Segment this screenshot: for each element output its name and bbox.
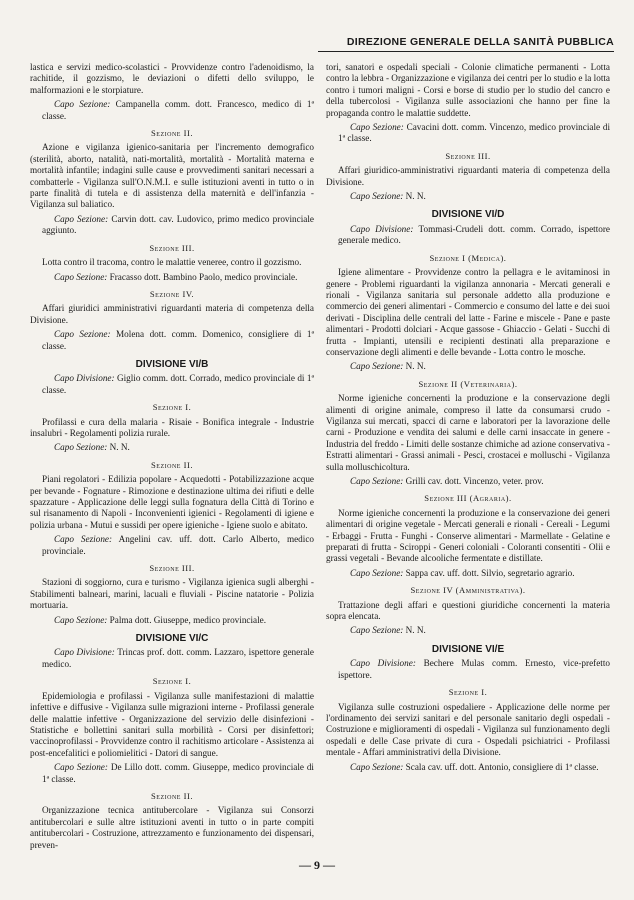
capo-label: Capo Divisione: — [350, 223, 414, 234]
capo-label: Capo Divisione: — [54, 373, 115, 384]
capo-label: Capo Sezione: — [350, 191, 404, 202]
capo-name: N. N. — [109, 442, 130, 453]
capo-name: Sappa cav. uff. dott. Silvio, segretario agrario. — [405, 567, 575, 578]
capo-sezione — [326, 476, 610, 487]
capo-sezione — [326, 625, 610, 636]
capo-name: Campanella comm. dott. Francesco, medico di 1ª classe. — [42, 99, 314, 121]
left-column — [30, 62, 314, 854]
capo-name: Tommasi-Crudeli dott. comm. Corrado, ispettore generale medico. — [338, 223, 610, 246]
capo-label: Capo Sezione: — [350, 476, 404, 486]
capo-label: Capo Divisione: — [54, 647, 115, 658]
capo-sezione — [30, 442, 314, 453]
capo-divisione — [30, 647, 314, 670]
paragraph: Stazioni di soggiorno, cura e turismo - Vigilanza igienica sugli alberghi - Stabilimenti balneari, marini, lacuali e fluviali - Piscine natatorie - Polizia mortuaria. — [30, 577, 314, 611]
section-heading: Sezione IV (Amministrativa). — [410, 585, 526, 596]
division-heading: DIVISIONE VI/B — [135, 358, 209, 370]
paragraph: Vigilanza sulle costruzioni ospedaliere - Applicazione delle norme per l'ordinamento dei servizi sanitari e del personale sanitario degli ospedali - Costruzione e miglioramenti di ospedali - Vigilanza sul funzionamento degli ospedali e delle Case private di cura - Ospedali psichiatrici - Profilassi mentale - Affari amministrativi della Divisione. — [326, 701, 610, 758]
section-heading: Sezione II. — [151, 790, 193, 801]
section-heading: Sezione II. — [151, 128, 193, 139]
capo-sezione — [326, 361, 610, 372]
capo-sezione — [326, 762, 610, 773]
capo-name: Palma dott. Giuseppe, medico provinciale. — [109, 614, 267, 625]
running-header: DIREZIONE GENERALE DELLA SANITÀ PUBBLICA — [318, 36, 614, 52]
division-heading: DIVISIONE VI/E — [431, 643, 505, 655]
capo-label: Capo Sezione: — [54, 329, 111, 340]
capo-name: Fracasso dott. Bambino Paolo, medico provinciale. — [109, 271, 298, 282]
section-heading: Sezione IV. — [149, 288, 195, 299]
capo-label: Capo Sezione: — [350, 625, 404, 636]
section-heading: Sezione II. — [151, 459, 193, 470]
capo-name: Molena dott. comm. Domenico, consigliere di 1ª classe. — [42, 329, 314, 351]
capo-name: De Lillo dott. comm. Giuseppe, medico provinciale di 1ª classe. — [42, 762, 314, 784]
right-column — [326, 62, 610, 776]
section-heading: Sezione III (Agraria). — [424, 493, 512, 504]
page-number: — 9 — — [299, 858, 335, 872]
capo-name: Scala cav. uff. dott. Antonio, consigliere di 1ª classe. — [405, 761, 599, 772]
capo-sezione — [326, 122, 610, 145]
capo-sezione — [30, 615, 314, 626]
capo-label: Capo Divisione: — [350, 658, 416, 669]
paragraph: Piani regolatori - Edilizia popolare - Acquedotti - Potabilizzazione acque per bevande - Fognature - Rimozione e destinazione ultima dei rifiuti e delle spazzature - Applicazione delle leggi sulla fognatura della Città di Torino e sul risanamento di Napoli - Inconvenienti igienici - Regolamenti di igiene e polizia urbana - Mutui e sussidi per opere igieniche - Igiene suolo e abitato. — [30, 474, 314, 530]
capo-divisione — [30, 373, 314, 396]
division-heading: DIVISIONE VI/D — [431, 209, 505, 221]
capo-label: Capo Sezione: — [54, 442, 108, 453]
section-heading: Sezione III. — [445, 150, 491, 161]
capo-sezione — [30, 99, 314, 122]
capo-sezione — [30, 214, 314, 237]
capo-name: Carvin dott. cav. Ludovico, primo medico provinciale aggiunto. — [42, 213, 314, 236]
section-heading: Sezione I. — [448, 687, 488, 698]
capo-name: N. N. — [405, 361, 426, 372]
capo-label: Capo Sezione: — [54, 614, 108, 625]
section-heading: Sezione II (Veterinaria). — [418, 378, 518, 389]
capo-sezione — [30, 762, 314, 785]
capo-name: Bechere Mulas comm. Ernesto, vice-prefetto ispettore. — [338, 658, 610, 680]
capo-name: Grilli cav. dott. Vincenzo, veter. prov. — [405, 476, 544, 486]
capo-sezione — [326, 191, 610, 202]
capo-name: N. N. — [405, 191, 426, 202]
paragraph: Igiene alimentare - Provvidenze contro la pellagra e le avitaminosi in genere - Problemi riguardanti la vigilanza annonaria - Mercati generali e rionali - Vigilanza sanitaria sul personale addetto alla produzione e commercio dei generi alimentari - Commercio e consumo del latte e dei suoi derivati - Disciplina delle centrali del latte - Farine e miscele - Pane e paste alimentari - Prodotti dolciari - Acque gassose - Ghiaccio - Gelati - Succhi di frutta - Impianti, utensili e recipienti destinati alla preparazione e conservazione degli alimenti e delle bevande - Lotta contro le mosche. — [326, 267, 610, 357]
capo-divisione — [326, 224, 610, 247]
paragraph: Norme igieniche concernenti la produzione e la conservazione dei generi alimentari di origine vegetale - Mercati generali e rionali - Cereali - Legumi - Erbaggi - Frutta - Funghi - Conserve alimentari - Marmellate - Gelatine e preparati di frutta - Sciroppi - Generi coloniali - Coloranti consentiti - Olii e grassi vegetali - Bevande alcooliche fermentate e distillate. — [326, 507, 610, 564]
capo-label: Capo Sezione: — [54, 99, 111, 110]
paragraph: Lotta contro il tracoma, contro le malattie veneree, contro il gozzismo. — [42, 257, 302, 268]
capo-sezione — [30, 534, 314, 557]
capo-sezione — [326, 568, 610, 579]
section-heading: Sezione I (Medica). — [429, 252, 507, 263]
paragraph: Profilassi e cura della malaria - Risaie - Bonifica integrale - Industrie insalubri - Regolamenti polizia rurale. — [30, 416, 314, 438]
section-heading: Sezione III. — [149, 242, 195, 253]
paragraph: Norme igieniche concernenti la produzione e la conservazione degli alimenti di origine animale, compreso il latte da consumarsi crudo - Vigilanza sui mercati, spacci di carne e laboratori per la lavorazione delle carni - Produzione e vendita dei salumi e delle carni insaccate in genere - Industria del freddo - Limiti delle sostanze chimiche ad azione conservativa - Estratti alimentari - Grassi animali - Pesci, crostacei e molluschi - Vigilanza sulla molluschicoltura. — [326, 393, 610, 472]
capo-label: Capo Sezione: — [350, 567, 404, 578]
paragraph: Epidemiologia e profilassi - Vigilanza sulle manifestazioni di malattie infettive e diffusive - Vigilanza sulle migrazioni interne - Profilassi generale delle malattie infettive - Organizzazione del servizio delle disinfezioni - Statistiche e bollettini sanitari sulla morbilità - Corsi per disinfettori; vaccinoprofilassi - Provvidenze contro il rachitismo articolare - Assistenza ai post-encefalitici e poliomielitici - Datori di sangue. — [30, 690, 314, 758]
capo-name: Angelini cav. uff. dott. Carlo Alberto, medico provinciale. — [42, 534, 315, 556]
paragraph: Affari giuridico-amministrativi riguardanti materia di competenza della Divisione. — [326, 165, 610, 187]
section-heading: Sezione I. — [152, 676, 192, 687]
capo-divisione — [326, 658, 610, 681]
paragraph: Trattazione degli affari e questioni giuridiche concernenti la materia sopra elencata. — [326, 599, 610, 622]
capo-label: Capo Sezione: — [350, 761, 404, 772]
capo-label: Capo Sezione: — [54, 534, 113, 545]
capo-label: Capo Sezione: — [54, 213, 109, 224]
capo-label: Capo Sezione: — [54, 762, 108, 773]
paragraph: Affari giuridici amministrativi riguardanti materia di competenza della Divisione. — [30, 303, 314, 325]
capo-sezione — [30, 329, 314, 352]
paragraph: tori, sanatori e ospedali speciali - Colonie climatiche permanenti - Lotta contro la lebbra - Organizzazione e vigilanza dei centri per lo studio e la lotta contro i tumori maligni - Corsi e borse di studio per lo studio del cancro e della tubercolosi - Vigilanza sulle associazioni che hanno per fine la propaganda contro le malattie suddette. — [326, 62, 611, 118]
paragraph: Azione e vigilanza igienico-sanitaria per l'incremento demografico (sterilità, aborto, natalità, nati-mortalità, mortalità - Mortalità materna e mortalità infantile; indagini sulle cause e provvedimenti sanitari necessari a combatterle - Vigilanza sull'O.N.M.I. e sulle istituzioni aventi in tutto o in parte finalità di tutela e di assistenza della maternità e dell'infanzia - Vigilanza sul baliatico. — [30, 142, 314, 210]
capo-label: Capo Sezione: — [350, 122, 404, 133]
capo-sezione — [30, 272, 314, 283]
paragraph: Organizzazione tecnica antitubercolare - Vigilanza sui Consorzi antitubercolari e sulle altre istituzioni aventi in tutto o in parte compiti antitubercolari - Costruzione, attrezzamento e funzionamento dei dispensari, preven- — [30, 805, 314, 850]
paragraph: lastica e servizi medico-scolastici - Provvidenze contro l'adenoidismo, la rachitide, il gozzismo, le deviazioni o difetti dello sviluppo, le malformazioni e le storpiature. — [30, 62, 314, 95]
division-heading: DIVISIONE VI/C — [135, 633, 209, 645]
capo-label: Capo Sezione: — [54, 271, 108, 282]
capo-name: Trincas prof. dott. comm. Lazzaro, ispettore generale medico. — [42, 647, 314, 669]
section-heading: Sezione I. — [152, 402, 192, 413]
capo-label: Capo Sezione: — [350, 361, 404, 372]
capo-name: N. N. — [405, 625, 426, 636]
capo-name: Giglio comm. dott. Corrado, medico provinciale di 1ª classe. — [42, 373, 314, 395]
capo-name: Cavacini dott. comm. Vincenzo, medico provinciale di 1ª classe. — [338, 122, 610, 144]
section-heading: Sezione III. — [149, 563, 195, 574]
